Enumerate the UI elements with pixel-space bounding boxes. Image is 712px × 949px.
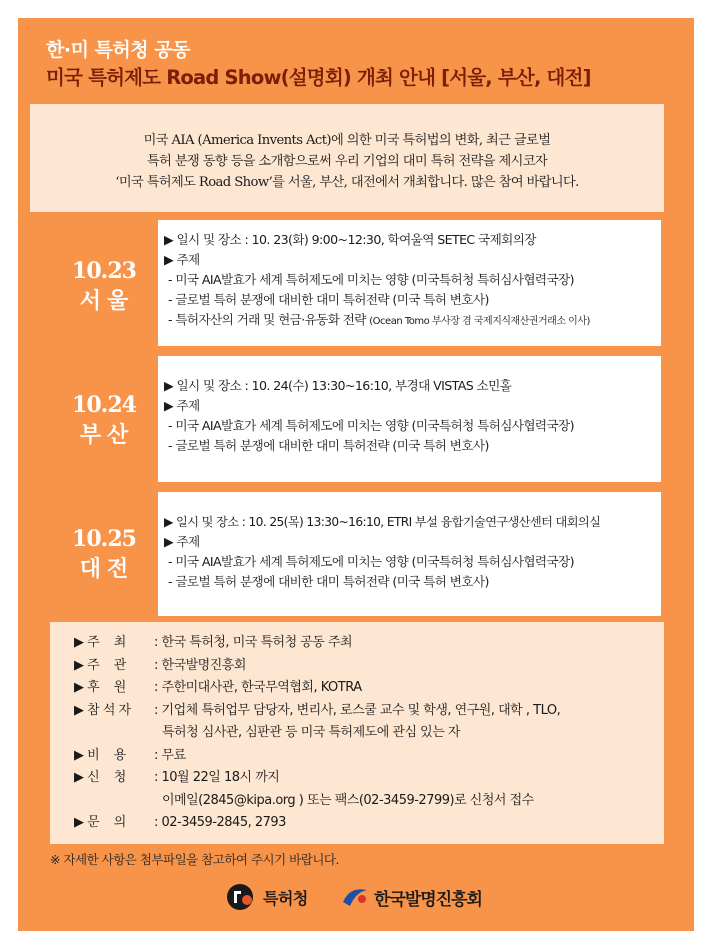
session-topic-label: ▶ 주제 (164, 252, 200, 267)
kipa-logo-text: 한국발명진흥회 (374, 889, 482, 910)
info-row-fee (74, 745, 664, 768)
info-value-continued: 특허청 심사관, 심판관 등 미국 특허제도에 관심 있는 자 (162, 725, 460, 740)
kipo-logo-text: 특허청 (263, 888, 308, 908)
info-label: ▶ 주 최 (74, 635, 126, 650)
session-city: 대전 (79, 557, 135, 582)
info-row-contact (74, 812, 664, 835)
session-topic: - 글로벌 특허 분쟁에 대비한 대미 특허전략 (미국 특허 변호사) (168, 574, 489, 589)
session-topic: - 미국 AIA발효가 세계 특허제도에 미치는 영향 (미국특허청 특허심사협력국장) (168, 418, 574, 433)
info-label: ▶ 참 석 자 (74, 702, 131, 718)
session-busan (50, 352, 664, 486)
session-schedule: ▶ 일시 및 장소 : 10. 23(화) 9:00~12:30, 학여울역 SETEC 국제회의장 (164, 232, 536, 247)
session-topic: - 미국 AIA발효가 세계 특허제도에 미치는 영향 (미국특허청 특허심사협력국장) (168, 272, 574, 287)
session-datebox (50, 352, 158, 486)
session-content (158, 220, 661, 346)
info-label: ▶ 주 관 (74, 657, 126, 673)
info-row-sponsor (74, 677, 664, 700)
info-value-continued: 이메일(2845@kipa.org ) 또는 팩스(02-3459-2799)로 신청서 접수 (162, 792, 534, 808)
session-city: 부산 (79, 423, 135, 448)
session-content (158, 356, 661, 482)
session-schedule: ▶ 일시 및 장소 : 10. 24(수) 13:30~16:10, 부경대 VISTAS 소민홀 (164, 378, 512, 393)
intro-line: 미국 AIA (America Invents Act)에 의한 미국 특허법의 변화, 최근 글로벌 (143, 133, 551, 148)
info-label: ▶ 신 청 (74, 770, 126, 785)
title-line2: 미국 특허제도 Road Show(설명회) 개최 안내 [서울, 부산, 대전] (46, 66, 591, 89)
info-label: ▶ 후 원 (74, 680, 126, 695)
session-date: 10.25 (72, 526, 136, 552)
session-topic (164, 310, 661, 332)
session-seoul (50, 216, 664, 350)
info-label: ▶ 비 용 (74, 747, 126, 763)
intro-line: ‘미국 특허제도 Road Show’를 서울, 부산, 대전에서 개최합니다. 많은 참여 바랍니다. (115, 175, 579, 190)
session-topic-label: ▶ 주제 (164, 398, 200, 413)
info-value: : 무료 (154, 747, 186, 763)
session-city: 서울 (79, 289, 135, 314)
info-row-organizer (74, 655, 664, 678)
session-content (158, 492, 661, 616)
info-value: : 10월 22일 18시 까지 (154, 770, 280, 785)
session-topic-text: - 특허자산의 거래 및 현금·유동화 전략 (168, 312, 366, 327)
info-box (50, 622, 664, 844)
intro (30, 104, 664, 212)
title-line1: 한·미 특허청 공동 (46, 39, 190, 61)
session-schedule: ▶ 일시 및 장소 : 10. 25(목) 13:30~16:10, ETRI 부설 융합기술연구생산센터 대회의실 (164, 515, 601, 529)
kipa-emblem-icon (340, 884, 370, 910)
info-value: : 기업체 특허업무 담당자, 변리사, 로스쿨 교수 및 학생, 연구원, 대학 , TLO, (154, 702, 561, 718)
session-datebox (50, 216, 158, 350)
session-daejeon (50, 488, 664, 620)
session-datebox (50, 488, 158, 620)
info-value: : 한국 특허청, 미국 특허청 공동 주최 (154, 635, 353, 650)
info-value: : 한국발명진흥회 (154, 657, 246, 673)
session-topic: - 글로벌 특허 분쟁에 대비한 대미 특허전략 (미국 특허 변호사) (168, 438, 489, 453)
kipo-logo (225, 882, 308, 912)
kipa-logo (340, 884, 482, 910)
kipo-emblem-icon (225, 882, 259, 912)
session-topic-note: (Ocean Tomo 부사장 겸 국제지식재산권거래소 이사) (369, 316, 590, 327)
info-row-attendee (74, 700, 664, 723)
info-value: : 02-3459-2845, 2793 (154, 815, 286, 830)
session-topic-label: ▶ 주제 (164, 534, 200, 549)
session-date: 10.23 (72, 258, 136, 284)
session-topic: - 미국 AIA발효가 세계 특허제도에 미치는 영향 (미국특허청 특허심사협력국장) (168, 554, 574, 569)
session-date: 10.24 (72, 392, 136, 418)
info-label: ▶ 문 의 (74, 815, 126, 830)
info-value: : 주한미대사관, 한국무역협회, KOTRA (154, 680, 362, 695)
info-row-host (74, 632, 664, 655)
logos (0, 878, 712, 918)
intro-line: 특허 분쟁 동향 등을 소개함으로써 우리 기업의 대미 특허 전략을 제시코자 (146, 154, 548, 169)
session-topic: - 글로벌 특허 분쟁에 대비한 대미 특허전략 (미국 특허 변호사) (168, 292, 489, 307)
footnote: ※ 자세한 사항은 첨부파일을 참고하여 주시기 바랍니다. (50, 852, 339, 867)
info-row-apply (74, 767, 664, 790)
